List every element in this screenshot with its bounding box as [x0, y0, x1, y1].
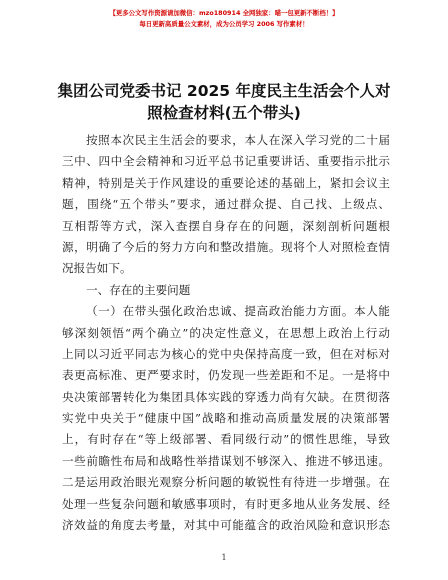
body-line: （一）在带头强化政治忠诚、提高政治能力方面。本人能: [86, 304, 390, 319]
section-heading: 一、存在的主要问题: [86, 282, 191, 297]
body-line: 按照本次民主生活会的要求，本人在深入学习党的二十届: [86, 133, 390, 147]
document-title-line-2: 照检查材料(五个带头): [147, 104, 301, 122]
body-line: 况报告如下。: [62, 261, 132, 276]
body-line: 表更高标准、更严要求时，仍发现一些差距和不足。一是将中: [62, 368, 390, 383]
promo-banner-line-1: 【更多公文写作资源请加微信：mzo180914 全网独家：喵一包更新不断档！】: [109, 9, 339, 17]
body-line: 二是运用政治眼光观察分析问题的敏锐性有待进一步增强。在: [62, 475, 390, 490]
body-line: 央决策部署转化为集团具体实践的穿透力尚有欠缺。在贯彻落: [62, 389, 390, 404]
body-line: 精神，特别是关于作风建设的重要论述的基础上，紧扣会议主: [62, 175, 390, 190]
body-line: 一些前瞻性布局和战略性举措谋划不够深入、推进不够迅速。: [62, 453, 390, 468]
body-line: 实党中央关于“健康中国”战略和推动高质量发展的决策部署: [62, 411, 390, 426]
document-body: [62, 130, 390, 536]
promo-banner-line-2: 每日更新高质量公文素材，成为公员学习 2006 写作素材！: [139, 20, 309, 28]
body-line: 三中、四中全会精神和习近平总书记重要讲话、重要指示批示: [62, 154, 390, 169]
body-line: 上，有时存在“等上级部署、看同级行动”的惯性思维，导致: [62, 432, 390, 447]
body-line: 互相帮等方式，深入查摆自身存在的问题，深刻剖析问题根: [62, 218, 390, 233]
body-line: 够深刻领悟“两个确立”的决定性意义，在思想上政治上行动: [62, 325, 390, 340]
body-line: 济效益的角度去考量，对其中可能蕴含的政治风险和意识形态: [62, 518, 390, 533]
body-line: 处理一些复杂问题和敏感事项时，有时更多地从业务发展、经: [62, 496, 390, 511]
document-title-line-1: 集团公司党委书记 2025 年度民主生活会个人对: [57, 82, 391, 100]
body-line: 源，明确了今后的努力方向和整改措施。现将个人对照检查情: [62, 239, 390, 254]
body-line: 上同以习近平同志为核心的党中央保持高度一致，但在对标对: [62, 346, 390, 361]
body-line: 题，围绕“五个带头”要求，通过群众提、自己找、上级点、: [62, 197, 390, 212]
page-number: 1: [221, 553, 227, 562]
